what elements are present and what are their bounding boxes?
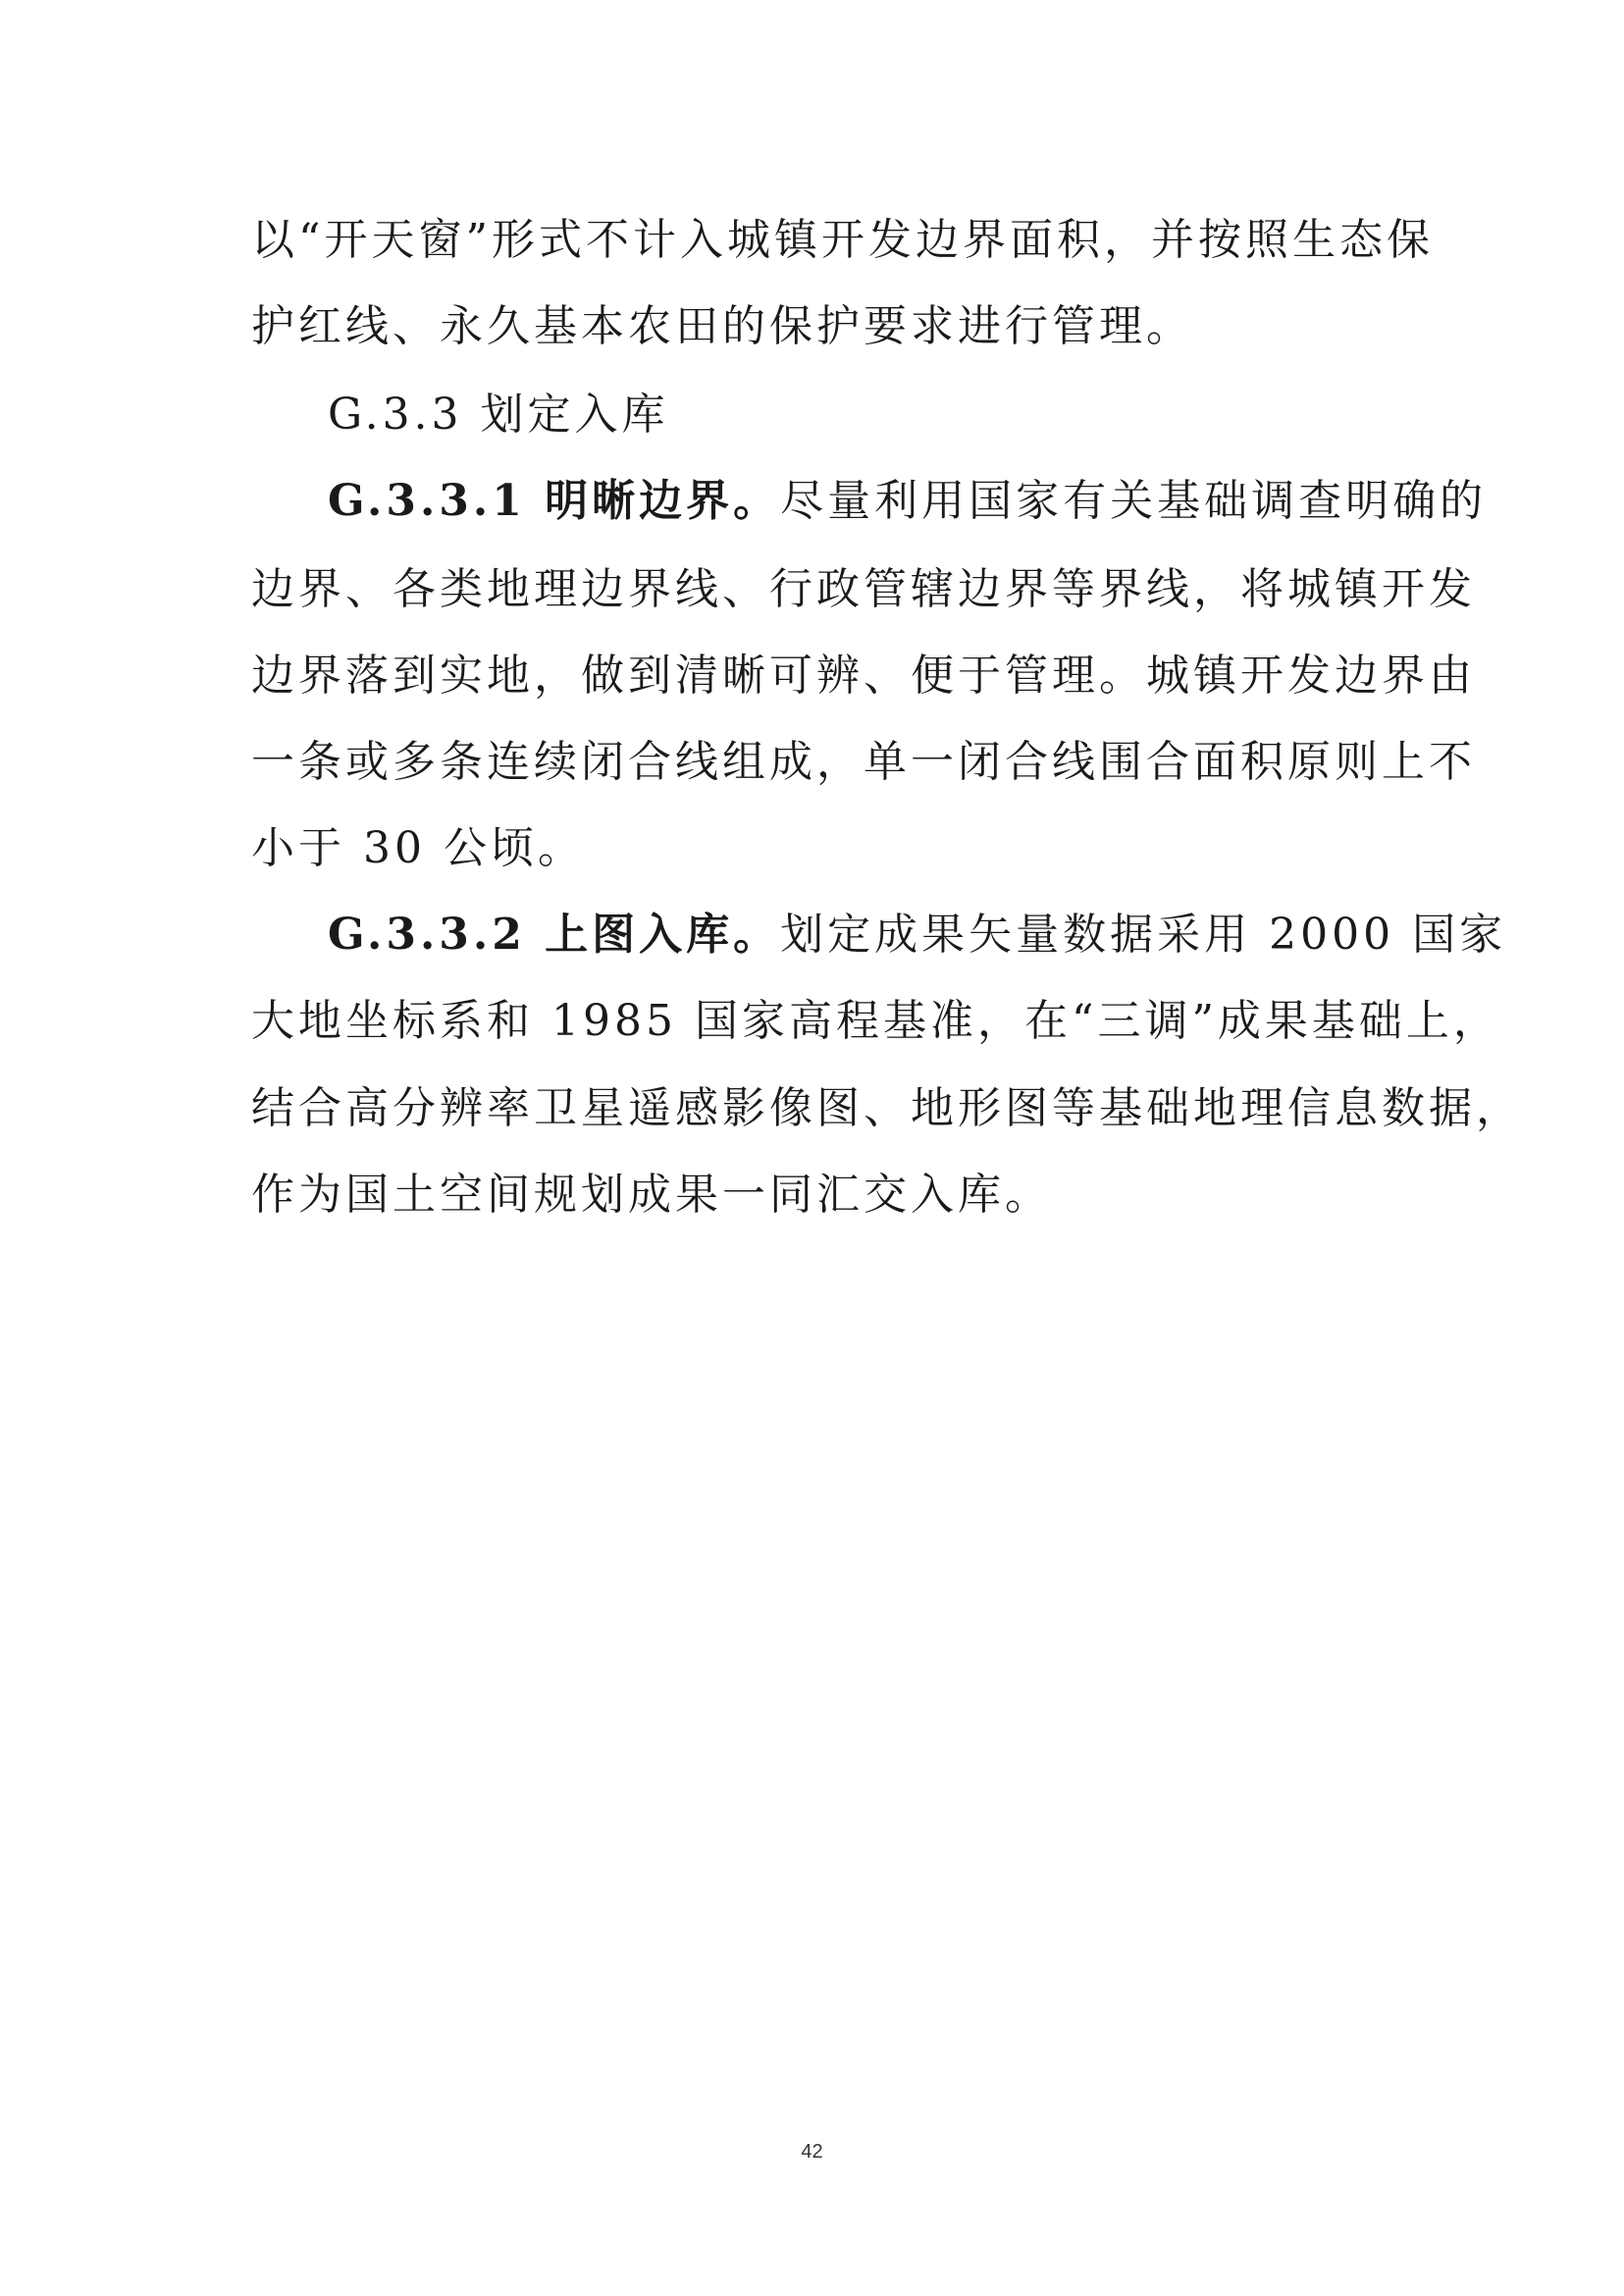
paragraph-2-lead: G.3.3.1 明晰边界。 xyxy=(328,476,781,526)
paragraph-2-line-3: 边界落到实地，做到清晰可辨、便于管理。城镇开发边界由 xyxy=(251,651,1476,701)
paragraph-3-line-1 xyxy=(328,906,1506,965)
paragraph-3-line-3: 结合高分辨率卫星遥感影像图、地形图等基础地理信息数据， xyxy=(251,1083,1523,1133)
paragraph-2-line-5: 小于 30 公顷。 xyxy=(251,823,585,873)
paragraph-3-text: 划定成果矢量数据采用 2000 国家 xyxy=(780,910,1507,960)
paragraph-1-line-2: 护红线、永久基本农田的保护要求进行管理。 xyxy=(251,301,1193,351)
paragraph-2-line-4: 一条或多条连续闭合线组成，单一闭合线围合面积原则上不 xyxy=(251,737,1476,787)
section-heading: G.3.3 划定入库 xyxy=(328,390,669,440)
paragraph-3-line-2: 大地坐标系和 1985 国家高程基准，在“三调”成果基础上， xyxy=(251,996,1500,1046)
paragraph-2-text: 尽量利用国家有关基础调查明确的 xyxy=(780,476,1488,526)
page-number: 42 xyxy=(801,2141,823,2163)
paragraph-2-line-1 xyxy=(328,472,1487,531)
paragraph-1-line-1: 以“开天窗”形式不计入城镇开发边界面积，并按照生态保 xyxy=(251,215,1434,265)
paragraph-2-line-2: 边界、各类地理边界线、行政管辖边界等界线，将城镇开发 xyxy=(251,564,1476,614)
paragraph-3-line-4: 作为国土空间规划成果一同汇交入库。 xyxy=(251,1170,1052,1220)
paragraph-3-lead: G.3.3.2 上图入库。 xyxy=(328,910,781,960)
